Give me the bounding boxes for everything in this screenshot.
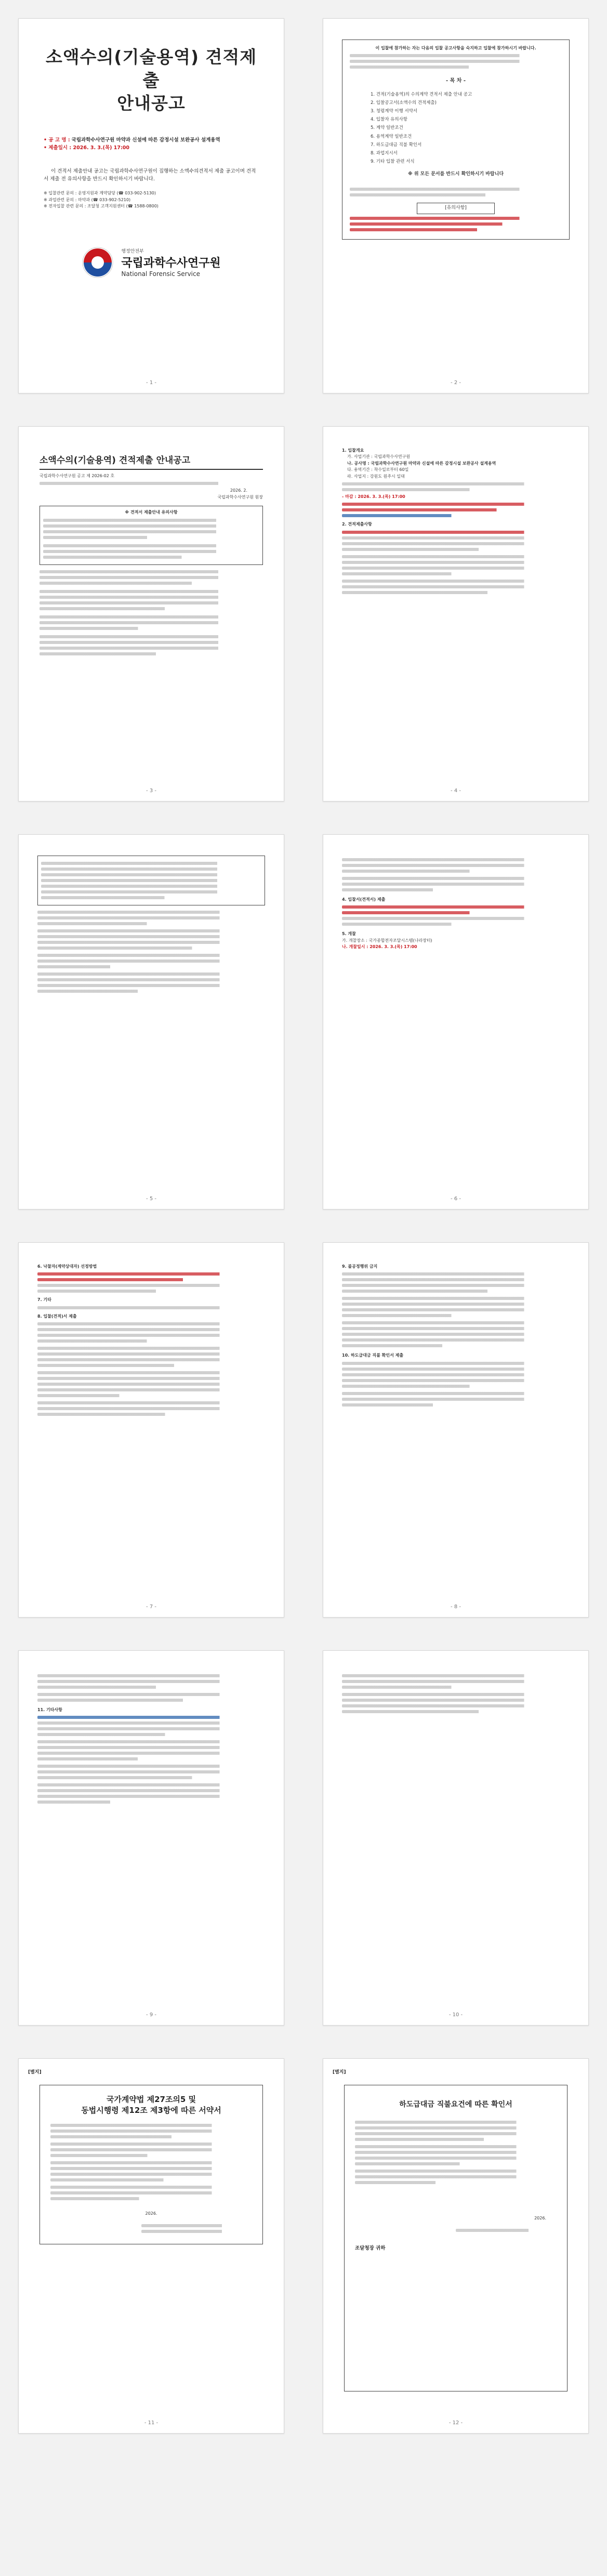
form-date: 2026. [145,2211,157,2216]
document-page-3 [18,426,284,801]
page-number: - 3 - [146,788,156,794]
page-number: - 11 - [144,2420,159,2426]
notice-label: [유의사항] [417,203,495,214]
toc-item: 3. 청렴계약 이행 서약서 [371,109,418,114]
intro-paragraph: 이 견적서 제출안내 공고는 국립과학수사연구원이 집행하는 소액수의견적서 제출 공고이며 견적서 제출 전 유의사항을 반드시 확인하시기 바랍니다. [44,168,256,182]
note-line: ※ 입찰관련 문의 : 운영지원과 계약담당 (☎ 033-902-5130) [44,191,156,196]
overview-item: 나. 공사명 : 국립과학수사연구원 마약과 신설에 따른 감정시설 보완공사 설계용역 [347,461,496,466]
page-title: 소액수의(기술용역) 견적제출 [45,47,257,90]
page-number: - 8 - [451,1604,461,1610]
document-page-4 [323,426,589,801]
document-page-1 [18,18,284,393]
document-page-6 [323,834,589,1210]
document-page-5 [18,834,284,1210]
document-page-12 [323,2058,589,2434]
toc-item: 8. 과업지시서 [371,150,398,156]
org-name-en: National Forensic Service [121,270,200,278]
overview-item: 라. 사업지 : 강원도 원주시 일대 [347,474,405,479]
form-tag: [별지] [28,2070,42,2075]
section-heading: 4. 입찰서(견적서) 제출 [342,897,386,902]
opening-date: 나. 개찰일시 : 2026. 3. 3.(목) 17:00 [342,944,417,950]
document-page-7 [18,1242,284,1618]
section-heading: 1. 입찰개요 [342,448,364,453]
section-heading: 8. 입찰(견적)서 제출 [37,1313,77,1319]
subject-text: 국립과학수사연구원 마약과 신설에 따른 감정시설 보완공사 설계용역 [71,137,220,143]
document-page-10 [323,1650,589,2026]
page-number: - 9 - [146,2012,156,2018]
form-subtitle: 동법시행령 제12조 제3항에 따른 서약서 [81,2106,221,2115]
overview-item: 다. 용역기간 : 착수일로부터 60일 [347,467,409,472]
note-line: ※ 전자입찰 관련 문의 : 조달청 고객지원센터 (☎ 1588-0800) [44,204,159,209]
notice-number: 국립과학수사연구원 공고 제 2026-02 호 [39,474,115,478]
doc-title: 소액수의(기술용역) 견적제출 안내공고 [39,455,191,466]
note-line: ※ 과업관련 문의 : 마약과 (☎ 033-902-5210) [44,197,131,202]
toc-item: 5. 계약 일반조건 [371,125,403,131]
form-title: 하도급대금 직불요건에 따른 확인서 [399,2100,512,2109]
notice-signer: 국립과학수사연구원 원장 [217,494,263,500]
toc-item: 7. 하도급대금 직불 확인서 [371,142,422,148]
document-page-2 [323,18,589,393]
page-number: - 10 - [448,2012,463,2018]
section-heading: 11. 기타사항 [37,1707,62,1712]
section-heading: 9. 불공정행위 금지 [342,1264,378,1269]
page-number: - 1 - [146,380,156,386]
form-tag: [별지] [333,2070,346,2075]
subject-label: • 공 고 명 : [44,137,70,143]
deadline-text: • 제출일시 : 2026. 3. 3.(목) 17:00 [44,144,130,151]
form-date: 2026. [534,2216,546,2220]
toc-item: 9. 기타 입찰 관련 서식 [371,159,415,165]
page-subtitle: 안내공고 [117,93,186,114]
warning-text: ※ 위 모든 문서를 반드시 확인하시기 바랍니다 [407,172,504,177]
government-logo-icon [82,246,114,279]
ministry-name: 행정안전부 [121,248,144,254]
page-number: - 12 - [448,2420,463,2426]
section-heading: ※ 견적서 제출안내 유의사항 [125,510,178,515]
section-heading: 7. 기타 [37,1297,51,1303]
document-page-11 [18,2058,284,2434]
form-title: 국가계약법 제27조의5 및 [106,2095,196,2104]
org-name-kr: 국립과학수사연구원 [121,256,221,270]
overview-item: 가. 사업기관 : 국립과학수사연구원 [347,454,411,459]
page-number: - 6 - [451,1196,461,1202]
page-number: - 4 - [451,788,461,794]
page-number: - 7 - [146,1604,156,1610]
document-page-9 [18,1650,284,2026]
form-addressee: 조달청장 귀하 [355,2245,386,2252]
toc-item: 1. 견적(기술용역)의 수의계약 견적서 제출 안내 공고 [371,91,472,97]
toc-item: 4. 입찰자 유의사항 [371,117,407,123]
opening-place: 가. 개찰장소 : 국가종합전자조달시스템(나라장터) [342,938,432,943]
section-heading: 2. 견적제출사항 [342,522,372,527]
top-note: 이 입찰에 참가하는 자는 다음의 입찰 공고사항을 숙지하고 입찰에 참가하시기 바랍니다. [375,46,536,50]
section-heading: 5. 개찰 [342,931,356,937]
toc-item: 6. 용역계약 일반조건 [371,134,412,139]
page-number: - 2 - [451,380,461,386]
deadline-text: - 마감 : 2026. 3. 3.(목) 17:00 [342,494,405,499]
notice-date: 2026. 2. [230,488,247,493]
section-heading: 6. 낙찰자(계약상대자) 선정방법 [37,1264,97,1269]
section-heading: 10. 하도급대금 직불 확인서 제출 [342,1353,404,1358]
toc-title: - 목 차 - [445,78,466,84]
page-number: - 5 - [146,1196,156,1202]
document-page-8 [323,1242,589,1618]
toc-item: 2. 입찰공고서(소액수의 견적제출) [371,100,437,106]
